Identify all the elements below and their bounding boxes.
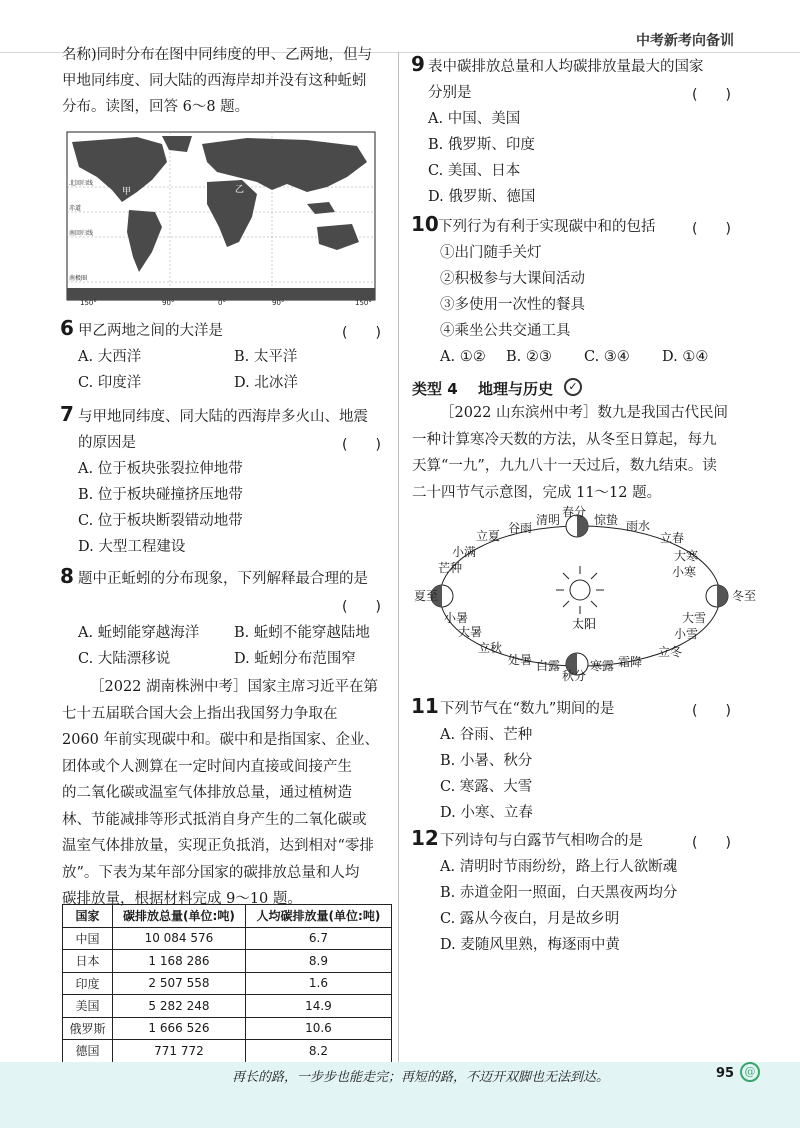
q10-item-1: ①出门随手关灯 — [440, 245, 542, 261]
q8-option-a[interactable]: A. 蚯蚓能穿越海洋 — [78, 625, 200, 641]
q9-option-d[interactable]: D. 俄罗斯、德国 — [428, 189, 536, 205]
q6-number: 6 — [60, 316, 74, 340]
term-daxue: 大雪 — [682, 611, 707, 625]
q7-option-b[interactable]: B. 位于板块碰撞挤压地带 — [78, 487, 243, 503]
term-lichun: 立春 — [660, 531, 685, 545]
q8-option-d[interactable]: D. 蚯蚓分布范围窄 — [234, 651, 356, 667]
table-cell: 中国 — [63, 927, 113, 950]
passage2-line-9: 碳排放量，根据材料完成 9～10 题。 — [62, 891, 302, 907]
intro-line-2: 甲地同纬度、同大陆的西海岸却并没有这种蚯蚓 — [62, 73, 367, 89]
q7-stem-1: 与甲地同纬度、同大陆的西海岸多火山、地震 — [78, 409, 368, 425]
table-cell: 1 666 526 — [113, 1017, 246, 1040]
term-dahan: 大寒 — [674, 549, 699, 563]
term-guyu: 谷雨 — [508, 521, 533, 535]
passage2-line-7: 温室气体排放量，实现正负抵消，达到相对“零排 — [62, 838, 374, 854]
footer-motto: 再长的路，一步步也能走完；再短的路，不迈开双脚也无法到达。 — [232, 1070, 610, 1085]
q6-paren: ( ) — [342, 325, 381, 341]
table-cell: 8.9 — [245, 950, 391, 973]
term-yushui: 雨水 — [626, 519, 651, 533]
q9-stem-2: 分别是 — [428, 85, 472, 101]
earth-winter-icon — [706, 585, 728, 607]
section-badge-icon: ✓ — [564, 378, 582, 396]
table-cell: 5 282 248 — [113, 995, 246, 1018]
term-lidong: 立冬 — [658, 645, 683, 659]
passage2-line-5: 的二氧化碳或温室气体排放总量，通过植树造 — [62, 785, 352, 801]
table-row — [63, 1040, 392, 1063]
q12-option-d[interactable]: D. 麦随风里熟，梅逐雨中黄 — [440, 937, 620, 953]
passage3 — [412, 400, 752, 506]
section-label: 类型 4 — [412, 380, 458, 398]
table-header-total: 碳排放总量(单位:吨) — [113, 905, 246, 928]
q10-item-3: ③多使用一次性的餐具 — [440, 297, 585, 313]
table-row — [63, 950, 392, 973]
passage2-line-4: 团体或个人测算在一定时间内直接或间接产生 — [62, 758, 352, 775]
term-dongzhi: 冬至 — [732, 589, 757, 603]
q9-option-b[interactable]: B. 俄罗斯、印度 — [428, 137, 535, 153]
q9-option-a[interactable]: A. 中国、美国 — [428, 111, 521, 127]
term-xiaoshu: 小暑 — [444, 611, 469, 625]
passage3-line-2: 一种计算寒冷天数的方法，从冬至日算起，每九 — [412, 431, 717, 448]
table-row — [63, 972, 392, 995]
column-divider — [398, 52, 399, 1062]
page-number: 95 — [716, 1066, 735, 1081]
map-lon-2: 90° — [162, 299, 175, 307]
q7-option-c[interactable]: C. 位于板块断裂错动地带 — [78, 513, 243, 529]
q7-number: 7 — [60, 402, 74, 426]
table-row — [63, 1017, 392, 1040]
q6-option-c[interactable]: C. 印度洋 — [78, 375, 142, 391]
term-xiaoxue: 小雪 — [674, 627, 699, 641]
map-lat-4: 南极圈 — [69, 275, 88, 282]
table-header-row — [63, 905, 392, 928]
table-cell: 俄罗斯 — [63, 1017, 113, 1040]
q10-number: 10 — [411, 212, 439, 236]
q10-option-d[interactable]: D. ①④ — [662, 349, 709, 365]
q11-option-c[interactable]: C. 寒露、大雪 — [440, 779, 533, 795]
q7-paren: ( ) — [342, 437, 381, 453]
q6-option-b[interactable]: B. 太平洋 — [234, 349, 298, 365]
q8-number: 8 — [60, 564, 74, 588]
map-lat-1: 北回归线 — [69, 180, 94, 187]
table-cell: 10.6 — [245, 1017, 391, 1040]
q9-number: 9 — [411, 52, 425, 76]
q9-option-c[interactable]: C. 美国、日本 — [428, 163, 521, 179]
q10-stem: 下列行为有利于实现碳中和的包括 — [438, 219, 656, 235]
map-jia: 甲 — [122, 187, 132, 197]
term-liqiu: 立秋 — [478, 641, 503, 655]
header-title: 中考新考向备训 — [636, 33, 734, 49]
q7-stem-2: 的原因是 — [78, 435, 136, 451]
table-cell: 2 507 558 — [113, 972, 246, 995]
term-lixia: 立夏 — [476, 529, 501, 543]
q11-stem: 下列节气在“数九”期间的是 — [440, 701, 615, 717]
table-row — [63, 995, 392, 1018]
table-cell: 8.2 — [245, 1040, 391, 1063]
q10-paren: ( ) — [692, 221, 731, 237]
table-cell: 10 084 576 — [113, 927, 246, 950]
q10-item-2: ②积极参与大课间活动 — [440, 271, 585, 287]
table-header-percapita: 人均碳排放量(单位:吨) — [245, 905, 391, 928]
passage2-line-2: 七十五届联合国大会上指出我国努力争取在 — [62, 705, 338, 722]
passage2-line-8: 放”。下表为某年部分国家的碳排放总量和人均 — [62, 864, 360, 881]
map-lat-2: 赤道 — [69, 205, 82, 212]
table-cell: 日本 — [63, 950, 113, 973]
q8-option-b[interactable]: B. 蚯蚓不能穿越陆地 — [234, 625, 370, 641]
passage2-line-1: ［2022 湖南株洲中考］国家主席习近平在第 — [90, 679, 379, 695]
q12-option-b[interactable]: B. 赤道金阳一照面，白天黑夜两均分 — [440, 885, 678, 901]
q7-option-d[interactable]: D. 大型工程建设 — [78, 539, 186, 555]
table-cell: 14.9 — [245, 995, 391, 1018]
q8-option-c[interactable]: C. 大陆漂移说 — [78, 651, 171, 667]
table-cell: 印度 — [63, 972, 113, 995]
sun-icon — [556, 566, 604, 614]
map-lon-5: 150° — [355, 299, 372, 307]
footer-snail-icon: @ — [740, 1062, 760, 1082]
q12-option-a[interactable]: A. 清明时节雨纷纷，路上行人欲断魂 — [440, 859, 678, 875]
solar-terms-svg — [412, 504, 757, 684]
term-mangzhong: 芒种 — [438, 561, 463, 575]
term-jingzhe: 惊蛰 — [594, 513, 619, 527]
table-cell: 6.7 — [245, 927, 391, 950]
term-chushu: 处暑 — [508, 653, 533, 667]
table-cell: 1 168 286 — [113, 950, 246, 973]
table-header-country: 国家 — [63, 905, 113, 928]
term-dashu: 大暑 — [458, 625, 483, 639]
term-chunfen: 春分 — [562, 505, 587, 519]
q9-stem-1: 表中碳排放总量和人均碳排放量最大的国家 — [428, 59, 704, 75]
term-xiaohan: 小寒 — [672, 565, 697, 579]
table-cell: 771 772 — [113, 1040, 246, 1063]
q9-paren: ( ) — [692, 87, 731, 103]
section-title: 地理与历史 — [478, 380, 554, 398]
q6-option-d[interactable]: D. 北冰洋 — [234, 375, 298, 391]
solar-terms-diagram — [412, 504, 757, 684]
q8-paren: ( ) — [342, 599, 381, 615]
passage2 — [62, 674, 392, 913]
table-cell: 美国 — [63, 995, 113, 1018]
q7-option-a[interactable]: A. 位于板块张裂拉伸地带 — [78, 461, 243, 477]
term-xiaoman: 小满 — [452, 545, 477, 559]
intro-line-3: 分布。读图，回答 6～8 题。 — [62, 99, 250, 115]
map-lat-3: 南回归线 — [69, 230, 94, 237]
passage2-line-3: 2060 年前实现碳中和。碳中和是指国家、企业、 — [62, 732, 380, 748]
passage2-line-6: 林、节能减排等形式抵消自身产生的二氧化碳或 — [62, 811, 367, 828]
q10-item-4: ④乘坐公共交通工具 — [440, 323, 571, 339]
term-qiufen: 秋分 — [562, 669, 587, 683]
q11-option-a[interactable]: A. 谷雨、芒种 — [440, 727, 533, 743]
map-lon-4: 90° — [272, 299, 285, 307]
table-row — [63, 927, 392, 950]
passage3-line-4: 二十四节气示意图，完成 11～12 题。 — [412, 484, 662, 501]
term-bailu: 白露 — [536, 659, 561, 673]
q10-option-a[interactable]: A. ①② — [440, 349, 486, 365]
q6-stem: 甲乙两地之间的大洋是 — [78, 323, 223, 339]
q10-option-c[interactable]: C. ③④ — [584, 349, 630, 365]
map-lon-1: 150° — [80, 299, 97, 307]
carbon-table — [62, 904, 392, 1063]
q11-option-d[interactable]: D. 小寒、立春 — [440, 805, 533, 821]
q11-number: 11 — [411, 694, 439, 718]
intro-line-1: 名称)同时分布在图中同纬度的甲、乙两地，但与 — [62, 47, 373, 63]
term-hanlu: 寒露 — [590, 659, 615, 673]
passage3-line-3: 天算“一九”，九九八十一天过后，数九结束。读 — [412, 458, 717, 474]
q12-stem: 下列诗句与白露节气相吻合的是 — [440, 833, 643, 849]
q12-option-c[interactable]: C. 露从今夜白，月是故乡明 — [440, 911, 620, 927]
table-cell: 德国 — [63, 1040, 113, 1063]
q12-paren: ( ) — [692, 835, 731, 851]
q12-number: 12 — [411, 826, 439, 850]
sun-label: 太阳 — [572, 617, 597, 631]
term-shuangjiang: 霜降 — [618, 655, 643, 669]
passage3-line-1: ［2022 山东滨州中考］数九是我国古代民间 — [440, 405, 729, 421]
q11-option-b[interactable]: B. 小暑、秋分 — [440, 753, 533, 769]
world-map — [67, 132, 375, 300]
table-cell: 1.6 — [245, 972, 391, 995]
q6-option-a[interactable]: A. 大西洋 — [78, 349, 142, 365]
world-map-svg — [67, 132, 375, 300]
q11-paren: ( ) — [692, 703, 731, 719]
term-xiazhi: 夏至 — [414, 589, 439, 603]
q8-stem: 题中正蚯蚓的分布现象，下列解释最合理的是 — [78, 571, 368, 587]
term-qingming: 清明 — [536, 513, 561, 527]
map-lon-3: 0° — [218, 299, 226, 307]
map-yi: 乙 — [235, 185, 245, 195]
q10-option-b[interactable]: B. ②③ — [506, 349, 552, 365]
